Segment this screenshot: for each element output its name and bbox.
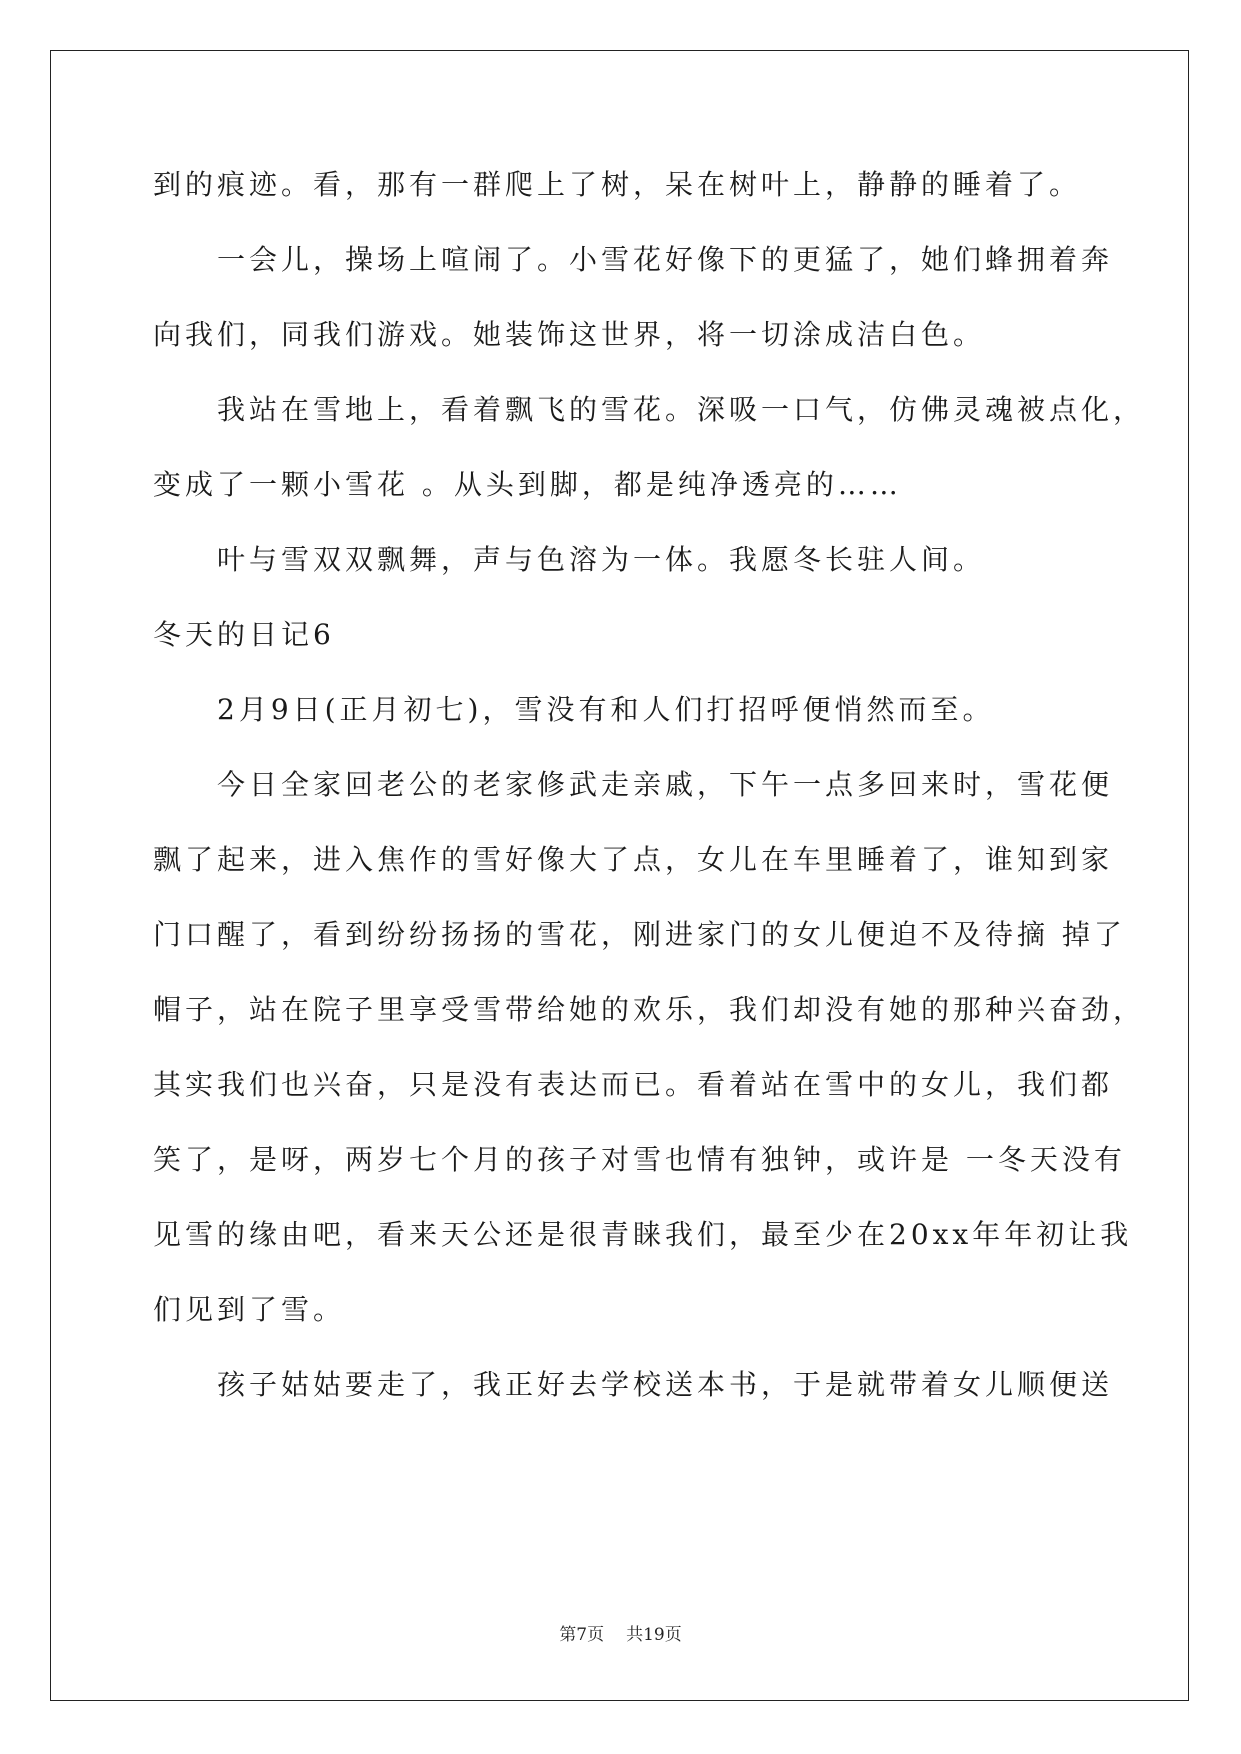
page-total: 共19页	[626, 1625, 682, 1645]
text-line: 变成了一颗小雪花 。从头到脚，都是纯净透亮的……	[153, 468, 902, 501]
section-heading: 冬天的日记6	[153, 618, 335, 651]
text-line: 飘了起来，进入焦作的雪好像大了点，女儿在车里睡着了，谁知到家	[153, 843, 1114, 876]
text-line: 孩子姑姑要走了，我正好去学校送本书，于是就带着女儿顺便送	[153, 1368, 1114, 1401]
text-line: 们见到了雪。	[153, 1293, 346, 1326]
text-line: 我站在雪地上，看着飘飞的雪花。深吸一口气，仿佛灵魂被点化，	[153, 393, 1146, 426]
text-line: 到的痕迹。看，那有一群爬上了树，呆在树叶上，静静的睡着了。	[153, 168, 1082, 201]
text-line: 见雪的缘由吧，看来天公还是很青睐我们，最至少在20xx年年初让我	[153, 1218, 1133, 1251]
page-footer	[0, 1620, 1241, 1645]
page-number: 第7页	[559, 1625, 605, 1645]
text-line: 叶与雪双双飘舞，声与色溶为一体。我愿冬长驻人间。	[153, 543, 986, 576]
text-line: 2月9日(正月初七)，雪没有和人们打招呼便悄然而至。	[153, 693, 995, 726]
text-line: 向我们，同我们游戏。她装饰这世界，将一切涂成洁白色。	[153, 318, 986, 351]
text-line: 今日全家回老公的老家修武走亲戚，下午一点多回来时，雪花便	[153, 768, 1114, 801]
text-line: 门口醒了，看到纷纷扬扬的雪花，刚进家门的女儿便迫不及待摘 掉了	[153, 918, 1126, 951]
text-line: 其实我们也兴奋，只是没有表达而已。看着站在雪中的女儿，我们都	[153, 1068, 1114, 1101]
text-line: 一会儿，操场上喧闹了。小雪花好像下的更猛了，她们蜂拥着奔	[153, 243, 1114, 276]
text-line: 笑了，是呀，两岁七个月的孩子对雪也情有独钟，或许是 一冬天没有	[153, 1143, 1126, 1176]
text-line: 帽子，站在院子里享受雪带给她的欢乐，我们却没有她的那种兴奋劲，	[153, 993, 1146, 1026]
